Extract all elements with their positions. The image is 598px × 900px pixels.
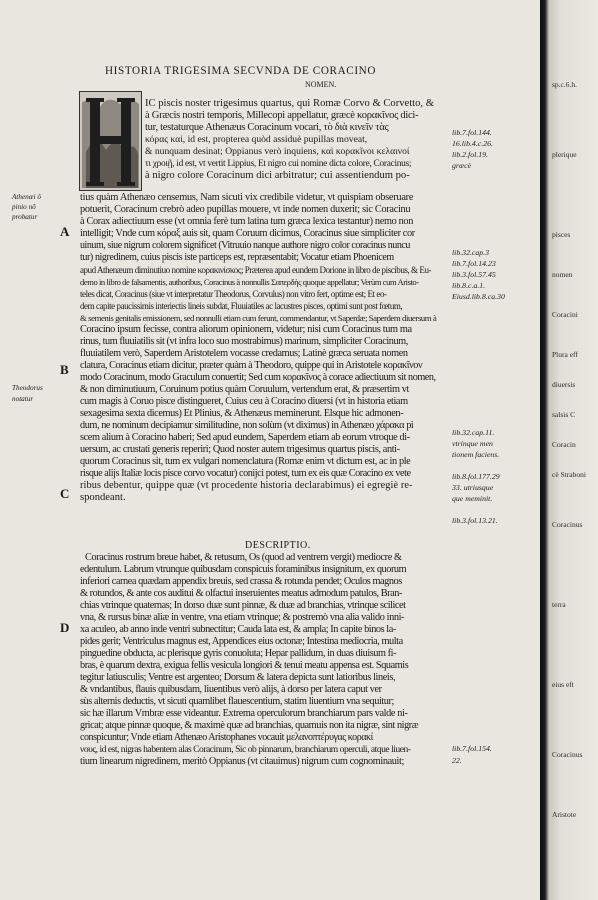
text-line: νους, id est, nigras habentem alas Coracinum, Sic ob pinnarum, branchiarum operculi, atque liuen- (80, 744, 411, 755)
facing-page-fragment: pisces (552, 230, 571, 239)
margin-reference: lib.7.fol.154. (452, 744, 492, 753)
facing-page-fragment: plerique (552, 150, 577, 159)
text-line: & non diminutiuum, Coruinum potius quàm Coruulum, vertendum erat, & præsertim vt (80, 384, 409, 395)
facing-page-fragment: eius eft (552, 680, 574, 689)
facing-page-edge (540, 0, 598, 900)
text-line: IC piscis noster trigesimus quartus, qui Romæ Corvo & Corvetto, & (145, 98, 434, 109)
facing-page-fragment: sp.c.6.h. (552, 80, 577, 89)
section-marker-c: C (60, 486, 70, 501)
text-line: cum magis à Coruo pisce distingueret, Cuius ceu à Coracino diuersi (vt in historia etiam (80, 396, 408, 407)
text-line: intelligit; Vnde cum κόραξ auis sit, quam Coruum dicimus, Coracinus siue simpliciter cor (80, 228, 415, 239)
page-title: HISTORIA TRIGESIMA SECVNDA DE CORACINO (105, 65, 377, 77)
text-line: tur) nigredinem, cuius piscis iste particeps est, repræsentabit; Vocatur etiam Phoenicem (80, 252, 394, 263)
text-line: bras, è quarum dextra, exigua fellis vesicula longiori & tenui meatu appensa est. Squamis (80, 660, 409, 671)
text-line: tegitur latiusculis; Ventre est argenteo; Dorsum & latera depicta sunt latioribus lineis, (80, 672, 396, 683)
text-line: à Corax adiectiuum esse (vt omnia ferè tum latina tum græca lexica testantur) nemo non (80, 216, 414, 227)
text-line: risque alijs Italiæ locis pisce corvo vocatur) conijci potest, tum ex eis quæ Coracino ex vete (80, 468, 411, 479)
margin-reference: Eiusd.lib.8.ca.30 (452, 292, 505, 301)
text-line: tius quàm Athenæo censemus, Nam sicuti vix credibile videtur, vt quispiam obseruare (80, 192, 414, 203)
facing-page-fragment: Coracinus (552, 750, 583, 759)
margin-reference: lib.8.fol.177.29 (452, 472, 500, 481)
text-line: pinguedine obducta, ac plerisque gyris conuoluta; Hepar pallidum, in duas diuisum fi- (80, 648, 397, 659)
text-line: τι χροιῇ, id est, vt vertit Lippius, Et nigro cui nomine dicta colore, Coracinus; (145, 159, 412, 169)
margin-reference: lib.2.fol.19. (452, 150, 488, 159)
section-marker-d: D (60, 620, 70, 635)
text-line: inferiori carnea quædam appendix breuis, sed crassa & rotunda pendet; Oculos magnos (80, 576, 402, 587)
facing-page-fragment: Coracini (552, 310, 578, 319)
margin-reference: vtrinque men (452, 439, 493, 448)
margin-reference: 16.lib.4.c.26. (452, 139, 493, 148)
text-line: dum, ne nominum decipiamur similitudine, non solùm (vt diximus) in Athenæo χάρακα pi (80, 420, 414, 431)
text-line: fluuiatilem verò, Saperdem Aristotelem vocasse credamus; Latinè græca seruata nomen (80, 348, 408, 359)
text-line: tur, testaturque Athenæus Coracinum vocari, τὸ διὰ κινεῖν τὰς (145, 122, 389, 133)
text-line: uinum, siue nigrum colorem significet (Vitruuio nanque authore nigro color coracinus nuncu (80, 240, 410, 251)
text-line: Coracino ipsum fecisse, contra aliorum opinionem, videtur; nisi cum Coracinus tum ma (80, 324, 412, 335)
margin-note: Theodorus (12, 384, 43, 392)
drop-cap-illustration (80, 92, 141, 190)
margin-reference: 22. (452, 756, 462, 765)
text-line: apud Athenæum diminutiuo nomine κορακινίσκος; Præterea apud eundem Dorione in libro de piscibus, & Eu- (80, 265, 432, 275)
text-line: potuerit, Coracinum crebrò adeo pupillas mouere, vt inde nomen duxerit; sic Coracinu (80, 204, 411, 215)
text-line: & nunquam desinat; Oppianus verò inquiens, καὶ κορακῖνοι κελαινοί (145, 146, 410, 157)
facing-page-fragment: Coracinus (552, 520, 583, 529)
text-line: sùs alternis deductis, vt sicuti quamlibet flauescentium, statim liuentium vna sequitur; (80, 696, 394, 707)
text-line: pides gerit; Ventriculus magnus est, Appendices eius octonæ; Intestina mediocria, multa (80, 636, 403, 647)
text-line: modo Coracinum, modo Graculum conuertit; Sed cum κορακῖνος à corace adiectiuum sit nomen, (80, 372, 436, 383)
margin-reference: lib.8.c.a.1. (452, 281, 486, 290)
margin-reference: lib.32.cap.3 (452, 248, 490, 257)
text-line: ribus debentur, quippe quæ (vt procedente historia declarabimus) ei egregiè re- (80, 480, 413, 491)
text-line: chias vtrinque quaternas; In dorso duæ sunt pinnæ, & duæ ad branchias, vtrinque scilicet (80, 600, 406, 611)
text-line: quorum Coracinus sit, tum ex vulgari nomenclatura (Romæ enim vt dictum est, ac in ple (80, 456, 411, 467)
facing-page-fragment: Plura eff (552, 350, 578, 359)
text-line: conspicuntur; Vnde etiam Athenæo Aristophanes vocauit μελανοπτέρυγας κορακί (80, 732, 373, 743)
text-line: teles dicat, Coracinus (siue vt interpretatur Theodorus, Corvulus) non vitro fert, optime est; Et eo- (80, 289, 387, 299)
facing-page-fragment: Coracin (552, 440, 576, 449)
section-subtitle: NOMEN. (305, 80, 337, 89)
margin-reference: que meminit. (452, 494, 493, 503)
text-line: & semenis genitalis emissionem, sed nonnulli etiam cum ferunt, commendantur, vt Saperdæ; Saperdem diuersum à (80, 313, 437, 323)
margin-note: notatur (12, 395, 34, 403)
text-line: xa aculeo, ab anno inde ventri subnectitur; Cauda lata est, & ampla; In capite binos la- (80, 624, 396, 635)
margin-reference: græcè (452, 161, 472, 170)
margin-reference: 33. utriusque (452, 483, 494, 492)
facing-page-fragment: Aristote (552, 810, 577, 819)
text-line: demo in libro de falsamentis, authoribus, Coracinus à nonnullis Σαπερδὴς quoque appellatur; Verùm cum Aristo- (80, 277, 419, 287)
margin-reference: lib.3.fol.57.45 (452, 270, 496, 279)
section-heading: DESCRIPTIO. (245, 540, 311, 551)
margin-note: Athenæi ô (12, 193, 41, 201)
facing-page-fragment: terra (552, 600, 566, 609)
section-marker-a: A (60, 224, 70, 239)
text-line: rinus, tum fluuiatilis sit (vt infra loco suo mostrabimus) marinum, simpliciter Coracinum, (80, 336, 408, 347)
margin-reference: lib.3.fol.13.21. (452, 516, 498, 525)
text-line: Coracinus rostrum breue habet, & retusum, Os (quod ad ventrem vergit) mediocre & (85, 552, 402, 563)
margin-reference: tionem faciens. (452, 450, 500, 459)
text-line: & rotundos, & ante cos auditui & olfactui inseruientes meatus admodum patulos, Bran- (80, 588, 402, 599)
facing-page-fragment: diuersis (552, 380, 576, 389)
text-line: tium linearum nigredinem, meritò Oppianus (vt citauimus) nigrum cum cognominauit; (80, 756, 404, 767)
margin-reference: lib.32.cap.11. (452, 428, 495, 437)
margin-reference: lib.7.fol.144. (452, 128, 492, 137)
margin-note: pinio nõ (12, 203, 36, 211)
facing-page-fragment: cè Straboni (552, 470, 586, 479)
facing-page-fragment: salsis C (552, 410, 576, 419)
text-line: spondeant. (80, 492, 126, 503)
text-line: clatura, Coracinus etiam dicitur, præter quàm à Theodoro, quippe qui in Aristotele κορακῖνον (80, 360, 423, 371)
text-line: sic hæ illarum Vmbræ esse videantur. Extrema operculorum branchiarum pars valde ni- (80, 708, 408, 719)
section-marker-b: B (60, 362, 69, 377)
facing-page-fragment: nomen (552, 270, 573, 279)
margin-reference: lib.7.fol.14.23 (452, 259, 496, 268)
text-line: κόρας καί, id est, propterea quòd assiduè pupillas moveat, (145, 134, 368, 145)
margin-note: probatur (12, 213, 38, 221)
text-line: à Græcis nostri temporis, Millecopi appellatur, græcè κορακῖνος dici- (145, 110, 419, 121)
decorated-initial-h (79, 91, 142, 191)
text-line: gricat; atque pinnæ quoque, & maximè quæ ad branchias, quamuis non ita nigræ, sint nigræ (80, 720, 419, 731)
text-line: scem alium à Coracino haberi; Sed apud eundem, Saperdem etiam ab eorum vtroque di- (80, 432, 410, 443)
text-line: sexagesima sexta dicemus) Et Plinius, & Athenæus meminerunt. Elsque hic admonen- (80, 408, 404, 419)
text-line: vna, & rursus binæ aliæ in ventre, vna etiam vtrinque; & postremò vna alia valido inni- (80, 612, 405, 623)
text-line: dem capite paucissimis interiectis lineis subdat, Fluuiatiles ac lacustres pisces, optimi sunt post fœtum, (80, 301, 403, 311)
text-line: uersum, ac crustati generis reperiri; Quod noster autem trigesimus quartus piscis, anti- (80, 444, 400, 455)
text-line: edentulum. Labrum vtrunque quibusdam conspicuis foraminibus insignitum, ex quorum (80, 564, 407, 575)
text-line: & vndantibus, flauis quibusdam, liuentibus verò alijs, à dorso per latera caput ver (80, 684, 382, 695)
text-line: à nigro colore Coracinum dici arbitratur; cui assentiendum po- (145, 170, 410, 181)
